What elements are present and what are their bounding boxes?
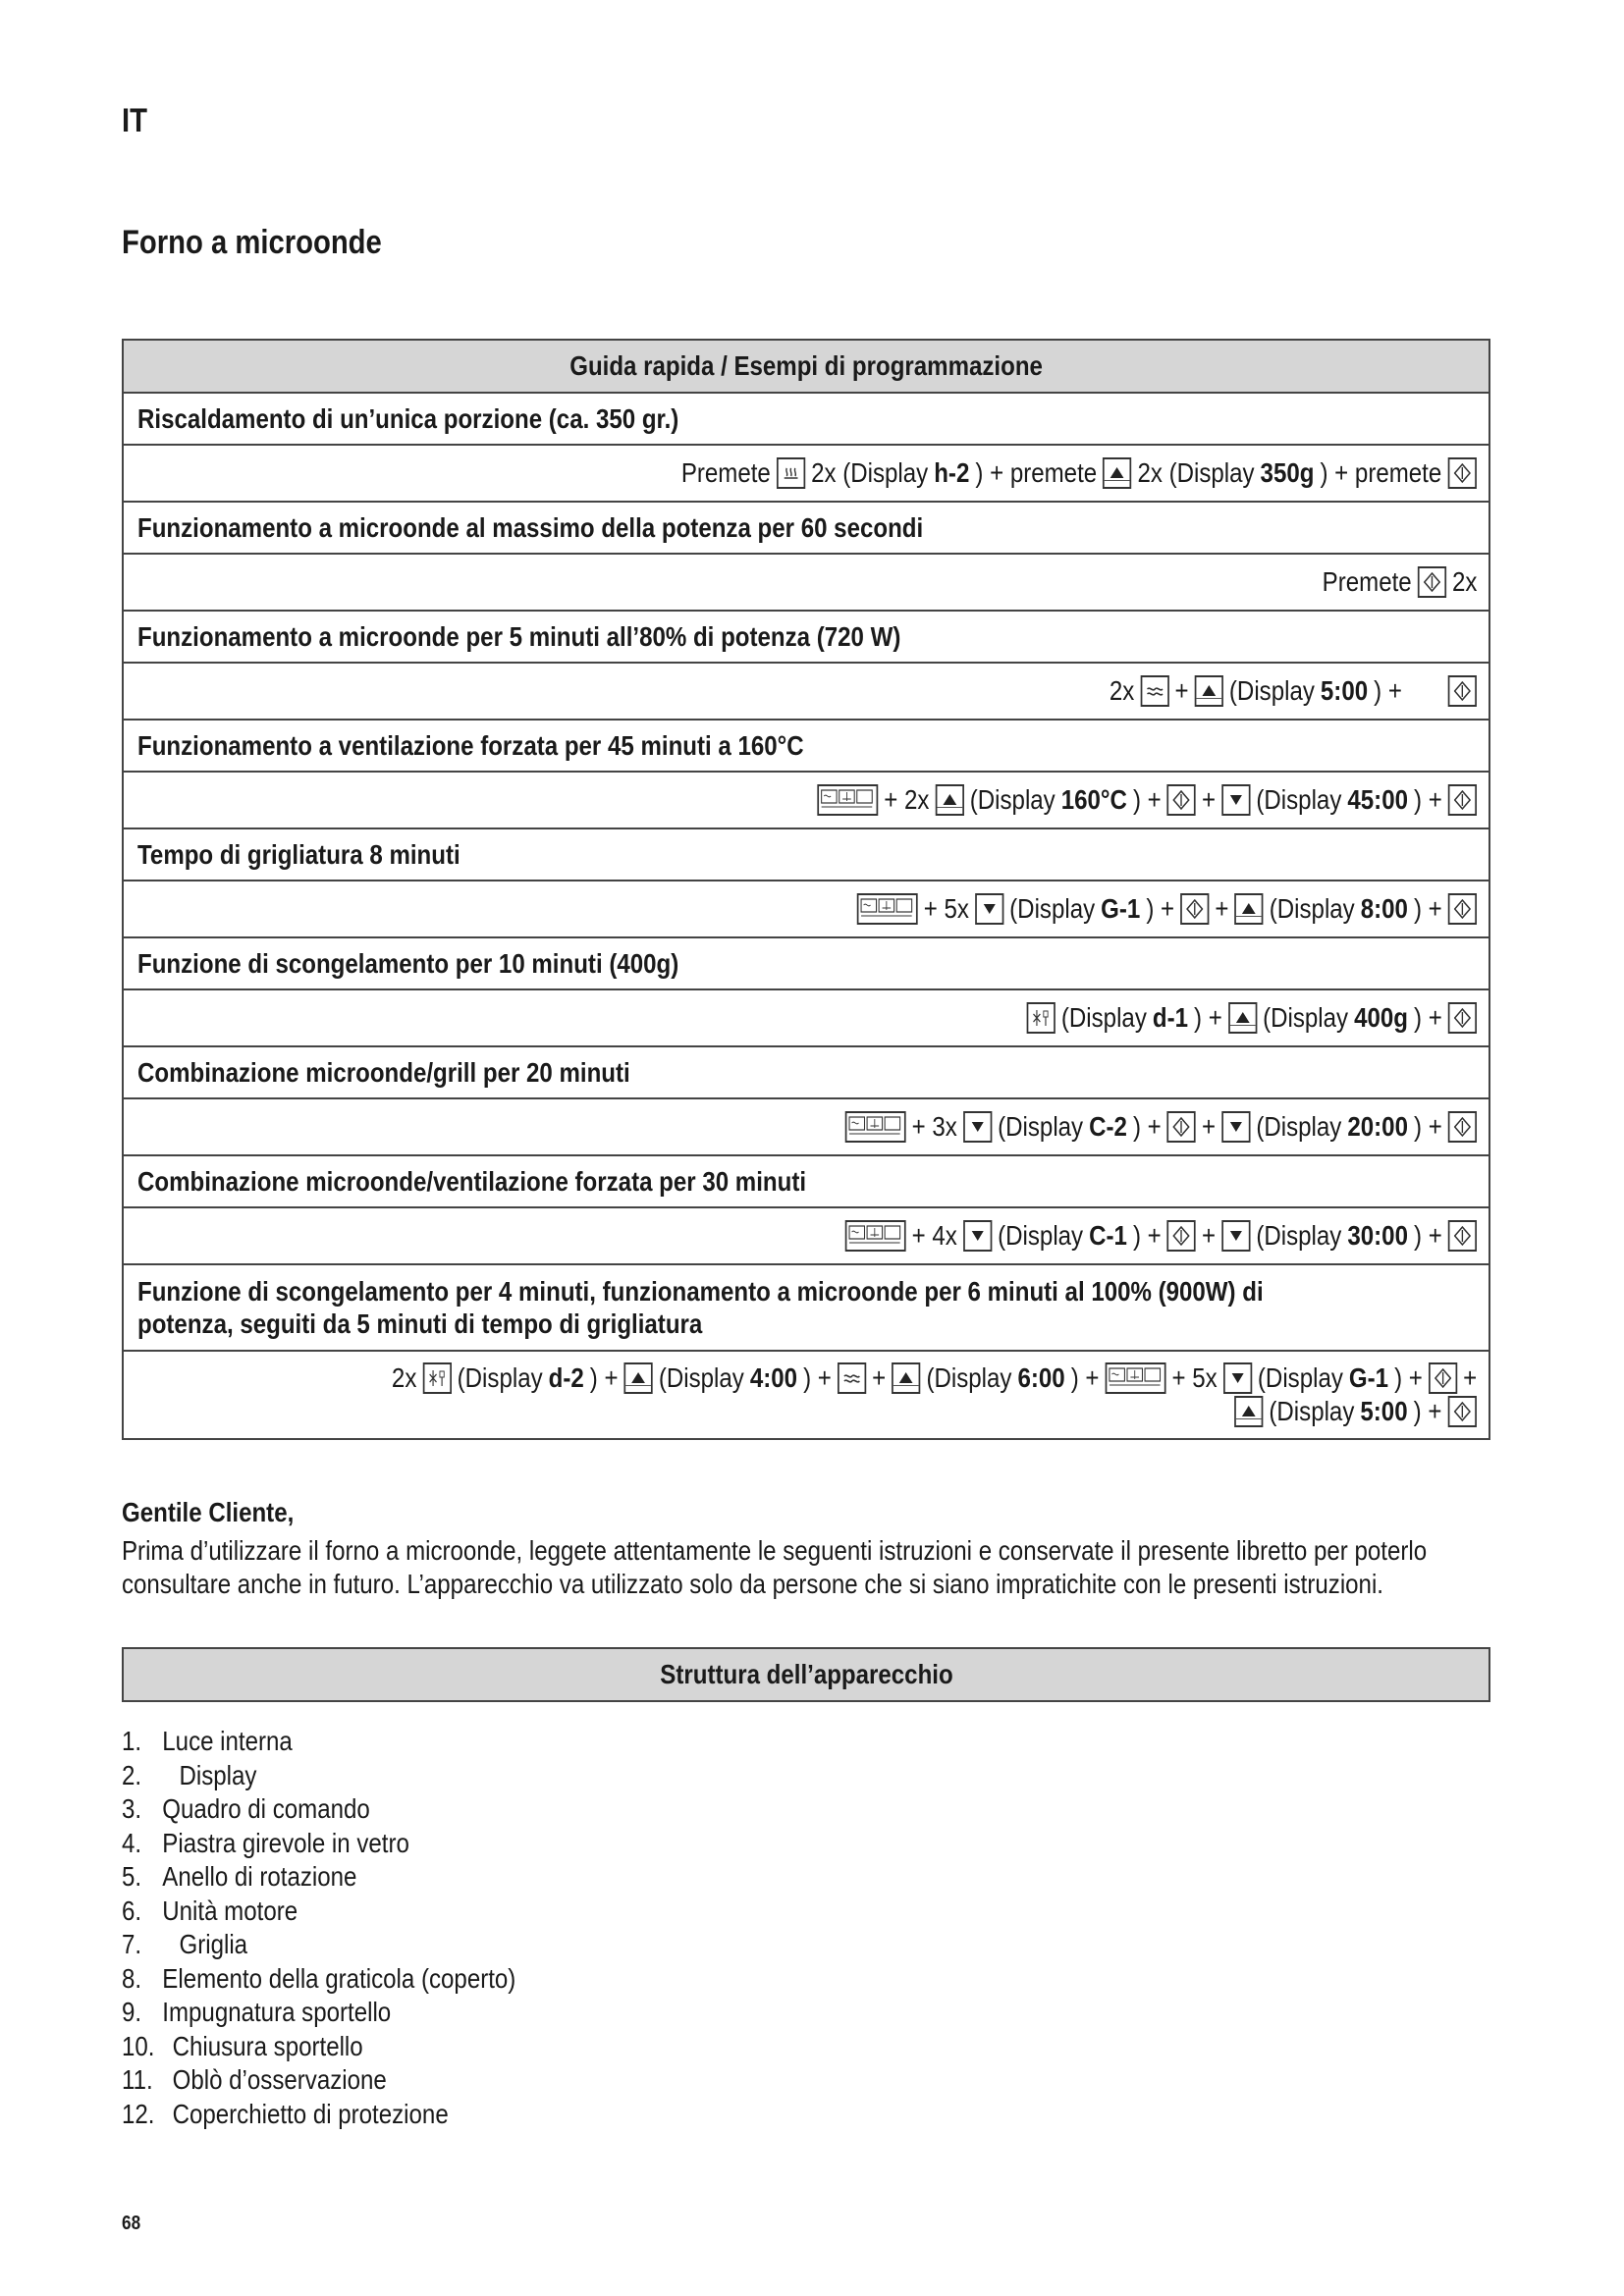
defrost-key-icon: [1027, 1002, 1056, 1034]
task-row: Funzione di scongelamento per 10 minuti (400g): [124, 938, 1489, 990]
task-row: Tempo di grigliatura 8 minuti: [124, 829, 1489, 881]
down-arrow-key-icon: [1221, 1111, 1250, 1143]
list-item: 9. Impugnatura sportello: [122, 1997, 392, 2027]
list-item: 8. Elemento della graticola (coperto): [122, 1962, 516, 1994]
page-title: Forno a microonde: [122, 224, 382, 261]
start-quick-key-icon: [1448, 675, 1477, 707]
up-arrow-key-icon: [892, 1362, 920, 1394]
instruction-row: (Display d-1 ) + (Display 400g ) +: [124, 990, 1489, 1047]
start-quick-key-icon: [1448, 1220, 1477, 1252]
start-quick-key-icon: [1167, 1111, 1196, 1143]
language-label: IT: [122, 102, 147, 139]
menu-key-icon: [817, 784, 878, 816]
menu-key-icon: [845, 1220, 906, 1252]
list-item: 10. Chiusura sportello: [122, 2030, 363, 2061]
intro-paragraph: Prima d’utilizzare il forno a microonde, leggete attentamente le seguenti istruzioni e conservate il presente libretto per poterlo consultare anche in futuro. L’apparecchio va utilizzato solo da persone che si siano impratichite con le presenti istruzioni.: [122, 1535, 1428, 1599]
menu-key-icon: [857, 893, 918, 925]
instruction-row: + 4x (Display C-1 ) + + (Display 30:00 ) +: [124, 1208, 1489, 1265]
up-arrow-key-icon: [1228, 1002, 1257, 1034]
start-quick-key-icon: [1448, 1396, 1477, 1427]
quick-guide-table: [122, 339, 1490, 1440]
instruction-row: 2x (Display d-2 ) + (Display 4:00 ) + + (Display 6:00 ) + + 5x (Display G-1 ) + + (Display 5:00 ) +: [391, 1362, 1477, 1426]
list-item: 12. Coperchietto di protezione: [122, 2098, 449, 2129]
list-item: 5. Anello di rotazione: [122, 1861, 357, 1892]
list-item: 6. Unità motore: [122, 1895, 298, 1926]
task-row: Funzionamento a ventilazione forzata per 45 minuti a 160°C: [124, 721, 1489, 773]
microwave-key-icon: [1141, 675, 1169, 707]
greeting: Gentile Cliente,: [122, 1497, 295, 1527]
list-item: 11. Oblò d’osservazione: [122, 2064, 387, 2095]
defrost-key-icon: [422, 1362, 451, 1394]
start-quick-key-icon: [1417, 566, 1445, 598]
start-quick-key-icon: [1448, 893, 1477, 925]
reheat-key-icon: [777, 457, 805, 489]
down-arrow-key-icon: [975, 893, 1003, 925]
page-number: 68: [122, 2213, 141, 2234]
start-quick-key-icon: [1167, 1220, 1196, 1252]
up-arrow-key-icon: [1234, 1396, 1263, 1427]
task-row: Combinazione microonde/ventilazione forzata per 30 minuti: [124, 1156, 1489, 1208]
down-arrow-key-icon: [1221, 1220, 1250, 1252]
up-arrow-key-icon: [1195, 675, 1223, 707]
list-item: 3. Quadro di comando: [122, 1793, 370, 1824]
task-row: Combinazione microonde/grill per 20 minuti: [124, 1047, 1489, 1099]
start-quick-key-icon: [1448, 457, 1477, 489]
task-row: Funzionamento a microonde al massimo della potenza per 60 secondi: [124, 503, 1489, 555]
list-item: 2. Display: [122, 1759, 257, 1790]
instruction-row: + 5x (Display G-1 ) + + (Display 8:00 ) +: [124, 881, 1489, 938]
up-arrow-key-icon: [1234, 893, 1263, 925]
down-arrow-key-icon: [963, 1111, 992, 1143]
list-item: 1. Luce interna: [122, 1726, 293, 1756]
task-row: Funzionamento a microonde per 5 minuti all’80% di potenza (720 W): [124, 612, 1489, 664]
down-arrow-key-icon: [1222, 1362, 1251, 1394]
task-row: Funzione di scongelamento per 4 minuti, funzionamento a microonde per 6 minuti al 100% (900W) di potenza, seguiti da 5 minuti di tempo di grigliatura: [124, 1265, 1489, 1352]
microwave-key-icon: [838, 1362, 866, 1394]
start-quick-key-icon: [1167, 784, 1196, 816]
task-row: Riscaldamento di un’unica porzione (ca. 350 gr.): [124, 394, 1489, 446]
start-quick-key-icon: [1429, 1362, 1457, 1394]
up-arrow-key-icon: [623, 1362, 652, 1394]
instruction-row: Premete 2x (Display h-2 ) + premete 2x (Display 350g ) + premete: [124, 446, 1489, 503]
instruction-row: Premete 2x: [124, 555, 1489, 612]
instruction-row: + 2x (Display 160°C ) + + (Display 45:00 ) +: [124, 773, 1489, 829]
list-item: 7. Griglia: [122, 1929, 248, 1959]
menu-key-icon: [1105, 1362, 1165, 1394]
menu-key-icon: [845, 1111, 906, 1143]
up-arrow-key-icon: [1104, 457, 1132, 489]
down-arrow-key-icon: [1221, 784, 1250, 816]
up-arrow-key-icon: [935, 784, 963, 816]
parts-list: [122, 1725, 580, 2131]
instruction-row: + 3x (Display C-2 ) + + (Display 20:00 ) +: [124, 1099, 1489, 1156]
start-quick-key-icon: [1180, 893, 1209, 925]
quick-guide-header: Guida rapida / Esempi di programmazione: [124, 341, 1489, 394]
start-quick-key-icon: [1448, 1002, 1477, 1034]
list-item: 4. Piastra girevole in vetro: [122, 1827, 409, 1858]
instruction-row: 2x + (Display 5:00 ) +: [124, 664, 1489, 721]
structure-section-header: Struttura dell’apparecchio: [122, 1647, 1490, 1702]
start-quick-key-icon: [1448, 784, 1477, 816]
start-quick-key-icon: [1448, 1111, 1477, 1143]
down-arrow-key-icon: [963, 1220, 992, 1252]
